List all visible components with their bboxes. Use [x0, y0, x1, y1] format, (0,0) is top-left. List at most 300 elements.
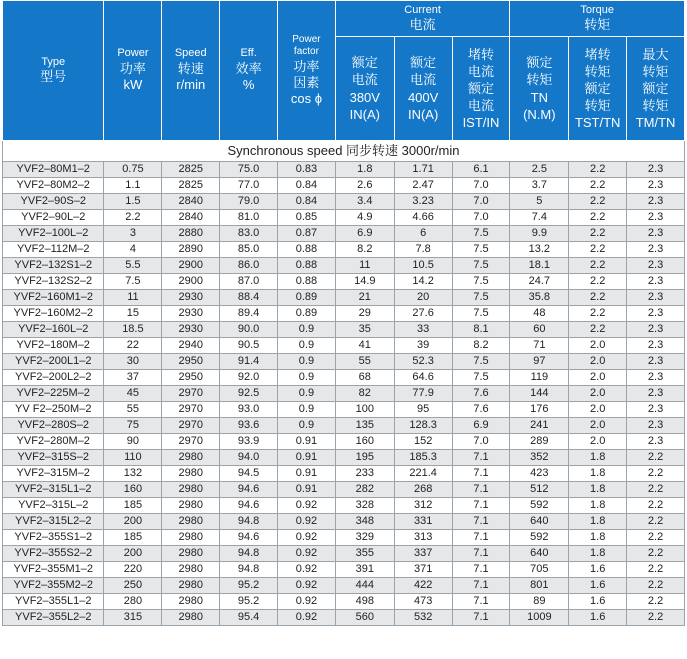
cell-current-380v: 160	[335, 434, 394, 450]
cell-speed: 2980	[162, 594, 220, 610]
cell-ist-in: 7.1	[452, 546, 510, 562]
table-row	[3, 162, 685, 178]
cell-current-400v: 4.66	[394, 210, 452, 226]
cell-current-380v: 195	[335, 450, 394, 466]
cell-power: 11	[104, 290, 162, 306]
table-row	[3, 450, 685, 466]
cell-current-400v: 532	[394, 610, 452, 626]
cell-power-factor: 0.92	[278, 594, 336, 610]
cell-power-factor: 0.9	[278, 386, 336, 402]
cell-rated-torque: 705	[510, 562, 569, 578]
cell-tm-tn: 2.3	[627, 370, 685, 386]
cell-speed: 2900	[162, 258, 220, 274]
cell-current-380v: 444	[335, 578, 394, 594]
cell-current-380v: 1.8	[335, 162, 394, 178]
cell-ist-in: 7.0	[452, 194, 510, 210]
cell-power-factor: 0.87	[278, 226, 336, 242]
cell-speed: 2980	[162, 482, 220, 498]
cell-type: YVF2–315L1–2	[3, 482, 104, 498]
cell-current-400v: 422	[394, 578, 452, 594]
cell-tm-tn: 2.2	[627, 498, 685, 514]
cell-type: YVF2–355S2–2	[3, 546, 104, 562]
cell-current-380v: 560	[335, 610, 394, 626]
cell-tst-tn: 1.8	[569, 498, 627, 514]
cell-current-380v: 82	[335, 386, 394, 402]
cell-current-400v: 3.23	[394, 194, 452, 210]
header-rated-torque: 额定 转矩 TN (N.M)	[510, 37, 569, 141]
cell-type: YVF2–315S–2	[3, 450, 104, 466]
cell-current-400v: 14.2	[394, 274, 452, 290]
cell-current-400v: 1.71	[394, 162, 452, 178]
table-row	[3, 466, 685, 482]
table-row	[3, 610, 685, 626]
cell-efficiency: 95.4	[220, 610, 278, 626]
table-row	[3, 306, 685, 322]
cell-speed: 2970	[162, 386, 220, 402]
table-row	[3, 354, 685, 370]
cell-rated-torque: 3.7	[510, 178, 569, 194]
cell-tst-tn: 1.8	[569, 466, 627, 482]
table-row	[3, 322, 685, 338]
cell-type: YVF2–355L1–2	[3, 594, 104, 610]
cell-rated-torque: 1009	[510, 610, 569, 626]
cell-speed: 2980	[162, 450, 220, 466]
cell-type: YVF2–225M–2	[3, 386, 104, 402]
cell-power-factor: 0.92	[278, 546, 336, 562]
cell-current-380v: 29	[335, 306, 394, 322]
cell-current-400v: 152	[394, 434, 452, 450]
cell-current-380v: 35	[335, 322, 394, 338]
cell-type: YVF2–160M1–2	[3, 290, 104, 306]
cell-current-380v: 135	[335, 418, 394, 434]
cell-type: YVF2–280S–2	[3, 418, 104, 434]
table-row	[3, 546, 685, 562]
cell-tst-tn: 1.8	[569, 546, 627, 562]
cell-efficiency: 87.0	[220, 274, 278, 290]
cell-tst-tn: 2.2	[569, 226, 627, 242]
cell-power: 5.5	[104, 258, 162, 274]
cell-ist-in: 7.5	[452, 306, 510, 322]
cell-power-factor: 0.92	[278, 514, 336, 530]
cell-rated-torque: 119	[510, 370, 569, 386]
cell-current-380v: 14.9	[335, 274, 394, 290]
cell-tst-tn: 1.6	[569, 610, 627, 626]
cell-current-380v: 498	[335, 594, 394, 610]
cell-type: YVF2–100L–2	[3, 226, 104, 242]
cell-efficiency: 91.4	[220, 354, 278, 370]
cell-tm-tn: 2.2	[627, 610, 685, 626]
cell-tm-tn: 2.3	[627, 242, 685, 258]
table-row	[3, 290, 685, 306]
cell-current-400v: 331	[394, 514, 452, 530]
cell-rated-torque: 592	[510, 530, 569, 546]
cell-ist-in: 7.6	[452, 386, 510, 402]
cell-current-400v: 52.3	[394, 354, 452, 370]
cell-type: YVF2–132S2–2	[3, 274, 104, 290]
cell-type: YVF2–180M–2	[3, 338, 104, 354]
cell-power: 3	[104, 226, 162, 242]
cell-rated-torque: 18.1	[510, 258, 569, 274]
cell-current-380v: 3.4	[335, 194, 394, 210]
table-row	[3, 386, 685, 402]
table-row	[3, 210, 685, 226]
cell-rated-torque: 13.2	[510, 242, 569, 258]
table-row	[3, 178, 685, 194]
cell-current-380v: 391	[335, 562, 394, 578]
cell-power-factor: 0.9	[278, 402, 336, 418]
cell-type: YV F2–250M–2	[3, 402, 104, 418]
cell-efficiency: 93.0	[220, 402, 278, 418]
cell-speed: 2970	[162, 418, 220, 434]
cell-current-400v: 371	[394, 562, 452, 578]
cell-tm-tn: 2.2	[627, 546, 685, 562]
cell-speed: 2980	[162, 578, 220, 594]
cell-rated-torque: 640	[510, 546, 569, 562]
cell-efficiency: 94.6	[220, 482, 278, 498]
cell-tst-tn: 2.2	[569, 210, 627, 226]
table-row	[3, 258, 685, 274]
cell-rated-torque: 352	[510, 450, 569, 466]
cell-power-factor: 0.92	[278, 562, 336, 578]
cell-current-400v: 221.4	[394, 466, 452, 482]
header-power: Power 功率 kW	[104, 1, 162, 141]
cell-current-380v: 41	[335, 338, 394, 354]
cell-power: 220	[104, 562, 162, 578]
cell-tm-tn: 2.3	[627, 274, 685, 290]
cell-speed: 2940	[162, 338, 220, 354]
cell-tst-tn: 1.8	[569, 530, 627, 546]
cell-tst-tn: 2.2	[569, 194, 627, 210]
cell-tst-tn: 1.8	[569, 450, 627, 466]
cell-power-factor: 0.85	[278, 210, 336, 226]
cell-ist-in: 7.1	[452, 530, 510, 546]
cell-rated-torque: 35.8	[510, 290, 569, 306]
cell-current-400v: 10.5	[394, 258, 452, 274]
cell-speed: 2825	[162, 162, 220, 178]
cell-current-380v: 4.9	[335, 210, 394, 226]
cell-ist-in: 8.2	[452, 338, 510, 354]
cell-power-factor: 0.89	[278, 306, 336, 322]
cell-tm-tn: 2.3	[627, 178, 685, 194]
table-row	[3, 242, 685, 258]
cell-tm-tn: 2.3	[627, 290, 685, 306]
cell-type: YVF2–200L2–2	[3, 370, 104, 386]
cell-tm-tn: 2.3	[627, 402, 685, 418]
cell-current-400v: 27.6	[394, 306, 452, 322]
cell-type: YVF2–200L1–2	[3, 354, 104, 370]
cell-power-factor: 0.9	[278, 322, 336, 338]
cell-power: 22	[104, 338, 162, 354]
cell-speed: 2980	[162, 514, 220, 530]
cell-ist-in: 7.5	[452, 290, 510, 306]
cell-power-factor: 0.92	[278, 578, 336, 594]
cell-efficiency: 95.2	[220, 578, 278, 594]
cell-speed: 2970	[162, 402, 220, 418]
cell-speed: 2950	[162, 370, 220, 386]
cell-power-factor: 0.88	[278, 258, 336, 274]
cell-power-factor: 0.92	[278, 610, 336, 626]
cell-type: YVF2–90L–2	[3, 210, 104, 226]
cell-power: 55	[104, 402, 162, 418]
cell-speed: 2970	[162, 434, 220, 450]
cell-current-400v: 128.3	[394, 418, 452, 434]
cell-current-400v: 312	[394, 498, 452, 514]
cell-tst-tn: 2.2	[569, 178, 627, 194]
cell-tst-tn: 2.0	[569, 338, 627, 354]
cell-type: YVF2–355L2–2	[3, 610, 104, 626]
cell-type: YVF2–80M2–2	[3, 178, 104, 194]
cell-power-factor: 0.88	[278, 242, 336, 258]
cell-speed: 2980	[162, 530, 220, 546]
cell-rated-torque: 592	[510, 498, 569, 514]
cell-ist-in: 7.1	[452, 514, 510, 530]
cell-efficiency: 92.0	[220, 370, 278, 386]
cell-speed: 2880	[162, 226, 220, 242]
cell-tst-tn: 1.6	[569, 562, 627, 578]
cell-power: 160	[104, 482, 162, 498]
cell-efficiency: 75.0	[220, 162, 278, 178]
cell-tm-tn: 2.3	[627, 338, 685, 354]
cell-rated-torque: 48	[510, 306, 569, 322]
cell-type: YVF2–315M–2	[3, 466, 104, 482]
cell-speed: 2980	[162, 546, 220, 562]
cell-power-factor: 0.89	[278, 290, 336, 306]
cell-current-400v: 185.3	[394, 450, 452, 466]
cell-power: 185	[104, 530, 162, 546]
cell-power-factor: 0.9	[278, 338, 336, 354]
cell-tst-tn: 2.2	[569, 258, 627, 274]
cell-power: 4	[104, 242, 162, 258]
cell-speed: 2980	[162, 466, 220, 482]
cell-current-400v: 20	[394, 290, 452, 306]
cell-tm-tn: 2.3	[627, 354, 685, 370]
cell-tm-tn: 2.2	[627, 482, 685, 498]
cell-power-factor: 0.84	[278, 194, 336, 210]
cell-ist-in: 7.0	[452, 210, 510, 226]
table-row	[3, 434, 685, 450]
cell-ist-in: 7.5	[452, 274, 510, 290]
cell-rated-torque: 144	[510, 386, 569, 402]
cell-type: YVF2–90S–2	[3, 194, 104, 210]
table-row	[3, 578, 685, 594]
table-row	[3, 498, 685, 514]
cell-tst-tn: 2.2	[569, 242, 627, 258]
cell-tm-tn: 2.2	[627, 562, 685, 578]
cell-efficiency: 86.0	[220, 258, 278, 274]
cell-speed: 2890	[162, 242, 220, 258]
cell-efficiency: 85.0	[220, 242, 278, 258]
cell-rated-torque: 7.4	[510, 210, 569, 226]
cell-efficiency: 77.0	[220, 178, 278, 194]
cell-tm-tn: 2.3	[627, 386, 685, 402]
cell-ist-in: 8.1	[452, 322, 510, 338]
cell-tst-tn: 2.0	[569, 418, 627, 434]
motor-spec-table	[2, 0, 685, 626]
cell-power: 132	[104, 466, 162, 482]
cell-ist-in: 7.1	[452, 610, 510, 626]
header-efficiency: Eff. 效率 %	[220, 1, 278, 141]
cell-power: 90	[104, 434, 162, 450]
cell-power: 37	[104, 370, 162, 386]
cell-ist-in: 7.1	[452, 562, 510, 578]
cell-rated-torque: 89	[510, 594, 569, 610]
cell-current-380v: 11	[335, 258, 394, 274]
cell-tm-tn: 2.3	[627, 194, 685, 210]
cell-type: YVF2–112M–2	[3, 242, 104, 258]
cell-rated-torque: 71	[510, 338, 569, 354]
cell-current-400v: 6	[394, 226, 452, 242]
cell-power: 250	[104, 578, 162, 594]
cell-ist-in: 7.5	[452, 370, 510, 386]
cell-tm-tn: 2.3	[627, 306, 685, 322]
cell-ist-in: 7.5	[452, 258, 510, 274]
cell-current-400v: 39	[394, 338, 452, 354]
cell-efficiency: 83.0	[220, 226, 278, 242]
header-speed: Speed 转速 r/min	[162, 1, 220, 141]
cell-current-380v: 329	[335, 530, 394, 546]
cell-current-400v: 313	[394, 530, 452, 546]
table-row	[3, 226, 685, 242]
cell-power: 0.75	[104, 162, 162, 178]
header-power-factor: Power factor 功率 因素 cos ϕ	[278, 1, 336, 141]
cell-tm-tn: 2.3	[627, 226, 685, 242]
cell-efficiency: 92.5	[220, 386, 278, 402]
cell-tst-tn: 2.2	[569, 274, 627, 290]
table-row	[3, 594, 685, 610]
header-torque-group: Torque 转矩	[510, 1, 685, 37]
cell-ist-in: 7.1	[452, 578, 510, 594]
cell-ist-in: 7.1	[452, 450, 510, 466]
cell-speed: 2825	[162, 178, 220, 194]
cell-current-400v: 95	[394, 402, 452, 418]
table-header	[3, 1, 685, 141]
cell-rated-torque: 60	[510, 322, 569, 338]
cell-efficiency: 89.4	[220, 306, 278, 322]
cell-rated-torque: 176	[510, 402, 569, 418]
cell-efficiency: 90.5	[220, 338, 278, 354]
cell-tst-tn: 2.2	[569, 162, 627, 178]
cell-current-400v: 337	[394, 546, 452, 562]
cell-efficiency: 93.9	[220, 434, 278, 450]
table-body	[3, 141, 685, 626]
cell-power-factor: 0.92	[278, 530, 336, 546]
cell-power-factor: 0.91	[278, 466, 336, 482]
cell-current-400v: 77.9	[394, 386, 452, 402]
cell-current-380v: 348	[335, 514, 394, 530]
cell-tm-tn: 2.2	[627, 578, 685, 594]
cell-power: 18.5	[104, 322, 162, 338]
cell-power-factor: 0.9	[278, 370, 336, 386]
cell-current-400v: 7.8	[394, 242, 452, 258]
cell-rated-torque: 5	[510, 194, 569, 210]
cell-tm-tn: 2.2	[627, 530, 685, 546]
cell-type: YVF2–355M2–2	[3, 578, 104, 594]
cell-speed: 2980	[162, 498, 220, 514]
cell-current-380v: 282	[335, 482, 394, 498]
cell-power: 75	[104, 418, 162, 434]
cell-power-factor: 0.92	[278, 498, 336, 514]
cell-power: 15	[104, 306, 162, 322]
cell-efficiency: 94.6	[220, 530, 278, 546]
header-rated-current-400v: 额定 电流 400V IN(A)	[394, 37, 452, 141]
cell-ist-in: 7.5	[452, 226, 510, 242]
header-rated-current-380v: 额定 电流 380V IN(A)	[335, 37, 394, 141]
cell-current-400v: 64.6	[394, 370, 452, 386]
cell-ist-in: 7.0	[452, 434, 510, 450]
cell-efficiency: 94.6	[220, 498, 278, 514]
cell-ist-in: 6.1	[452, 162, 510, 178]
cell-tst-tn: 2.0	[569, 386, 627, 402]
cell-current-400v: 268	[394, 482, 452, 498]
cell-rated-torque: 24.7	[510, 274, 569, 290]
header-max-torque-ratio: 最大 转矩 额定 转矩 TM/TN	[627, 37, 685, 141]
cell-tst-tn: 2.2	[569, 322, 627, 338]
cell-power: 7.5	[104, 274, 162, 290]
cell-efficiency: 93.6	[220, 418, 278, 434]
cell-tm-tn: 2.3	[627, 434, 685, 450]
cell-tm-tn: 2.2	[627, 450, 685, 466]
synchronous-speed-label: Synchronous speed 同步转速 3000r/min	[3, 141, 685, 162]
cell-tm-tn: 2.3	[627, 210, 685, 226]
cell-ist-in: 7.1	[452, 498, 510, 514]
cell-current-400v: 473	[394, 594, 452, 610]
cell-ist-in: 7.1	[452, 466, 510, 482]
cell-ist-in: 7.5	[452, 242, 510, 258]
table-row	[3, 370, 685, 386]
cell-type: YVF2–160L–2	[3, 322, 104, 338]
cell-efficiency: 94.8	[220, 514, 278, 530]
cell-current-380v: 355	[335, 546, 394, 562]
cell-ist-in: 7.1	[452, 482, 510, 498]
table-row	[3, 562, 685, 578]
cell-power: 110	[104, 450, 162, 466]
cell-ist-in: 7.5	[452, 354, 510, 370]
table-row	[3, 530, 685, 546]
cell-tst-tn: 2.0	[569, 370, 627, 386]
cell-speed: 2980	[162, 610, 220, 626]
cell-speed: 2840	[162, 194, 220, 210]
cell-tm-tn: 2.2	[627, 594, 685, 610]
header-type: Type 型号	[3, 1, 104, 141]
cell-ist-in: 6.9	[452, 418, 510, 434]
cell-tst-tn: 2.0	[569, 402, 627, 418]
cell-power: 200	[104, 514, 162, 530]
cell-speed: 2900	[162, 274, 220, 290]
cell-speed: 2930	[162, 290, 220, 306]
table-row	[3, 418, 685, 434]
cell-speed: 2930	[162, 306, 220, 322]
cell-speed: 2980	[162, 562, 220, 578]
cell-efficiency: 94.8	[220, 546, 278, 562]
cell-ist-in: 7.0	[452, 178, 510, 194]
cell-efficiency: 94.8	[220, 562, 278, 578]
table-row	[3, 402, 685, 418]
cell-tst-tn: 2.2	[569, 290, 627, 306]
cell-type: YVF2–132S1–2	[3, 258, 104, 274]
cell-power-factor: 0.91	[278, 434, 336, 450]
cell-power-factor: 0.9	[278, 418, 336, 434]
cell-current-380v: 21	[335, 290, 394, 306]
cell-tst-tn: 1.8	[569, 514, 627, 530]
cell-efficiency: 95.2	[220, 594, 278, 610]
cell-power-factor: 0.91	[278, 450, 336, 466]
cell-tst-tn: 2.0	[569, 434, 627, 450]
table-row	[3, 194, 685, 210]
header-current-group: Current 电流	[335, 1, 510, 37]
cell-current-400v: 2.47	[394, 178, 452, 194]
cell-type: YVF2–280M–2	[3, 434, 104, 450]
cell-tm-tn: 2.3	[627, 258, 685, 274]
